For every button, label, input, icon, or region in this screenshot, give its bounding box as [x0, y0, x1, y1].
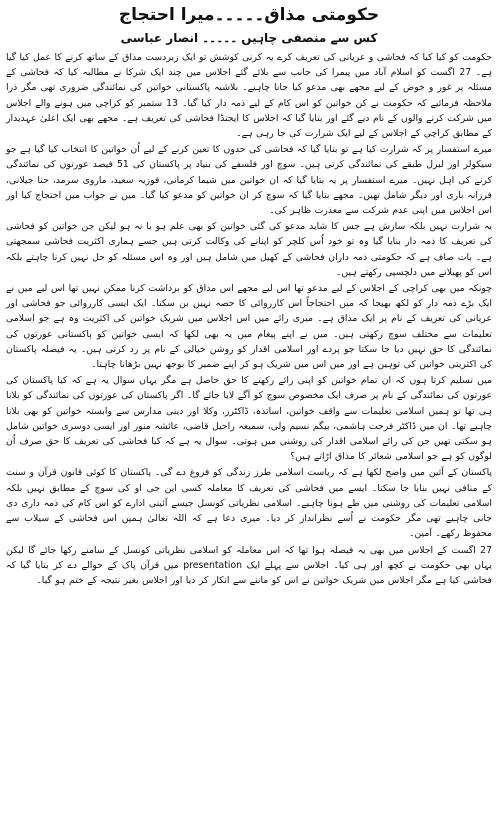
article-headline: حکومتی مذاق۔۔۔۔۔میرا احتجاج	[118, 5, 380, 25]
article-paragraph: حکومت کو کیا کیا کہ فحاشی و عریانی کی تعریف کرے یہ کرنی کوشش تو ایک زبردست مذاق کے ساتھ کرنے کا عمل کیا گیا ہے۔ 27 اگست کو اسلام آباد میں پیمرا کی جانب سے بلائے گئے اجلاس میں چند ایک شرکا نے مطالبہ کیا کہ فحاشی کے مسئلہ پر غور و خوض کے لیے مجھے بھی مدعو کیا جانا چاہیے۔ بلاشبہ پاکستانی خواتین کی نمائندگی ضروری تھی مگر ذرا ملاحظہ فرمائیے کہ حکومت نے کن خواتین کو اس کام کے لیے ذمہ دار کیا گیا۔ 13 ستمبر کو کراچی میں ہونے والے اجلاس میں شرکت کرنے والوں کے نام دیے گئے اور بتایا گیا کہ اجلاس کا ایجنڈا فحاشی کی تعریف ہے۔ مجھے بھی ایک اعلیٰ عہدیدار کے مطابق کراچی کے اجلاس کے لیے ایک شرارت کی جا رہی ہے۔	[6, 52, 492, 140]
article-paragraph: یہ شرارت نہیں بلکہ سازش ہے جس کا شاید مدعو کی گئی خواتین کو بھی علم ہو یا نہ ہو لیکن جن خواتین کو فحاشی کی تعریف کا ذمہ دار بنایا گیا وہ تو خود اُس کلچر کو اپنانے کی وکالت کرتی ہیں جسے ہماری اکثریت فحاشی سمجھتی ہے۔ بات صاف ہے کہ حکومتی ذمہ داران فحاشی کے کھیل میں شامل ہیں اور وہ اس مسئلہ کو حل نہیں کرنا چاہتے بلکہ اس کو پھیلانے میں دلچسپی رکھتے ہیں۔	[6, 221, 492, 278]
article-paragraph: چونکہ میں بھی کراچی کے اجلاس کے لیے مدعو تھا اس لیے مجھے اس مذاق کو برداشت کرنا ممکن نہیں تھا اس لیے میں نے ایک بڑے ذمہ دار کو لکھ بھیجا کہ میں احتجاجاً اس کارروائی کا حصہ نہیں بن سکتا۔ ایک ایسی کارروائی جو فحاشی اور عریانی کی تعریف کے نام پر ایک مذاق ہے۔ میری رائے میں اس اجلاس میں شریک خواتین کی اکثریت وہ ہے جو اسلامی تعلیمات سے مختلف سوچ رکھتی ہیں۔ میں نے اپنے پیغام میں یہ بھی لکھا کہ ایسی خواتین کو پاکستانی عورتوں کی نمائندگی کا حق نہیں دیا جا سکتا جو پردے اور اسلامی اقدار کو روشن خیالی کے نام پر رد کرتی ہیں۔ یہ فیصلہ پاکستان کی اکثریتی خواتین کی توہین ہے اور میں اس میں شریک ہو کر اپنے ضمیر کا بوجھ نہیں بڑھانا چاہتا۔	[6, 283, 492, 371]
article-subtitle: کس سے منصفی چاہیں	[241, 31, 378, 45]
article-paragraph: 27 اگست کے اجلاس میں بھی یہ فیصلہ ہوا تھا کہ اس معاملہ کو اسلامی نظریاتی کونسل کے سامنے رکھا جائے گا لیکن یہاں بھی حکومت نے کچھ اور ہی کیا۔ اجلاس سے پہلے ایک presentation میں قرآن پاک کے حوالے دے کر بتایا گیا کہ فحاشی کیا ہے مگر اجلاس میں شریک خواتین نے اس کو ماننے سے انکار کر دیا اور اجلاس بغیر نتیجہ کے ختم ہو گیا۔	[6, 544, 492, 586]
byline-separator: ۔۔۔۔۔	[202, 31, 238, 45]
article-author: انصار عباسی	[120, 31, 199, 45]
article-paragraph: میرے استفسار پر کہ شرارت کیا ہے تو بتایا گیا کہ فحاشی کی حدوں کا تعین کرنے کے لیے اُن خواتین کا انتخاب کیا گیا ہے جو سیکولر اور لبرل طبقے کی نمائندگی کرتی ہیں۔ سوچ اور فلسفے کی بنیاد پر پاکستان کی 51 فیصد عورتوں کی نمائندگی کرنے کی اہل نہیں۔ میرے استفسار پر یہ بتایا گیا کہ ان خواتین میں شیما کرمانی، فوزیہ سعید، ماروی سرمد، حنا جیلانی، فرزانہ باری اور دیگر شامل تھیں۔ مجھے بتایا گیا کہ سوچ کر ان خواتین کو مدعو کیا گیا۔ میں نے جواب میں احتجاج کیا اور اس اجلاس میں اپنی عدم شرکت سے معذرت ظاہر کی۔	[6, 144, 492, 217]
article-byline	[6, 30, 492, 46]
article-paragraph: پاکستان کے آئین میں واضح لکھا ہے کہ ریاست اسلامی طرز زندگی کو فروغ دے گی۔ پاکستان کا کوئی قانون قرآن و سنت کے منافی نہیں بنایا جا سکتا۔ ایسے میں فحاشی کی تعریف کا معاملہ کسی این جی او کی سوچ کے مطابق نہیں بلکہ اسلامی تعلیمات کی روشنی میں طے ہونا چاہیے۔ اسلامی نظریاتی کونسل جیسے آئینی ادارے کو اس کام کی ذمہ داری دی جانی چاہیے تھی مگر حکومت نے اُسے نظرانداز کر دیا۔ میری دعا ہے کہ اللہ تعالیٰ ہمیں اس فحاشی کے سیلاب سے محفوظ رکھے۔ آمین۔	[6, 467, 492, 540]
article-body	[6, 50, 492, 588]
article-paragraph: میں تسلیم کرتا ہوں کہ ان تمام خواتین کو اپنی رائے رکھنے کا حق حاصل ہے مگر یہاں سوال یہ ہے کہ کیا پاکستان کی عورتوں کی نمائندگی کے نام پر صرف ایک مخصوص سوچ کو آگے لایا جائے گا۔ اگر پاکستان کی عورتوں کی نمائندگی کو بلانا ہی تھا تو ہمیں اسلامی تعلیمات سے واقف خواتین، اساتذہ، ڈاکٹرز، وکلا اور دینی مدارس سے وابستہ خواتین کو بھی بلانا چاہیے تھا۔ ان میں ڈاکٹر فرحت ہاشمی، بیگم نسیم ولی، سمیعہ راحیل قاضی، عائشہ منور اور ایسی دوسری خواتین شامل ہو سکتی تھیں جن کی رائے اسلامی اقدار کی روشنی میں ہوتی۔ سوال یہ ہے کہ کیا فحاشی کی تعریف کا حق صرف اُن لوگوں کو ہے جو اسلامی شعائر کا مذاق اڑاتے ہیں؟	[6, 375, 492, 463]
